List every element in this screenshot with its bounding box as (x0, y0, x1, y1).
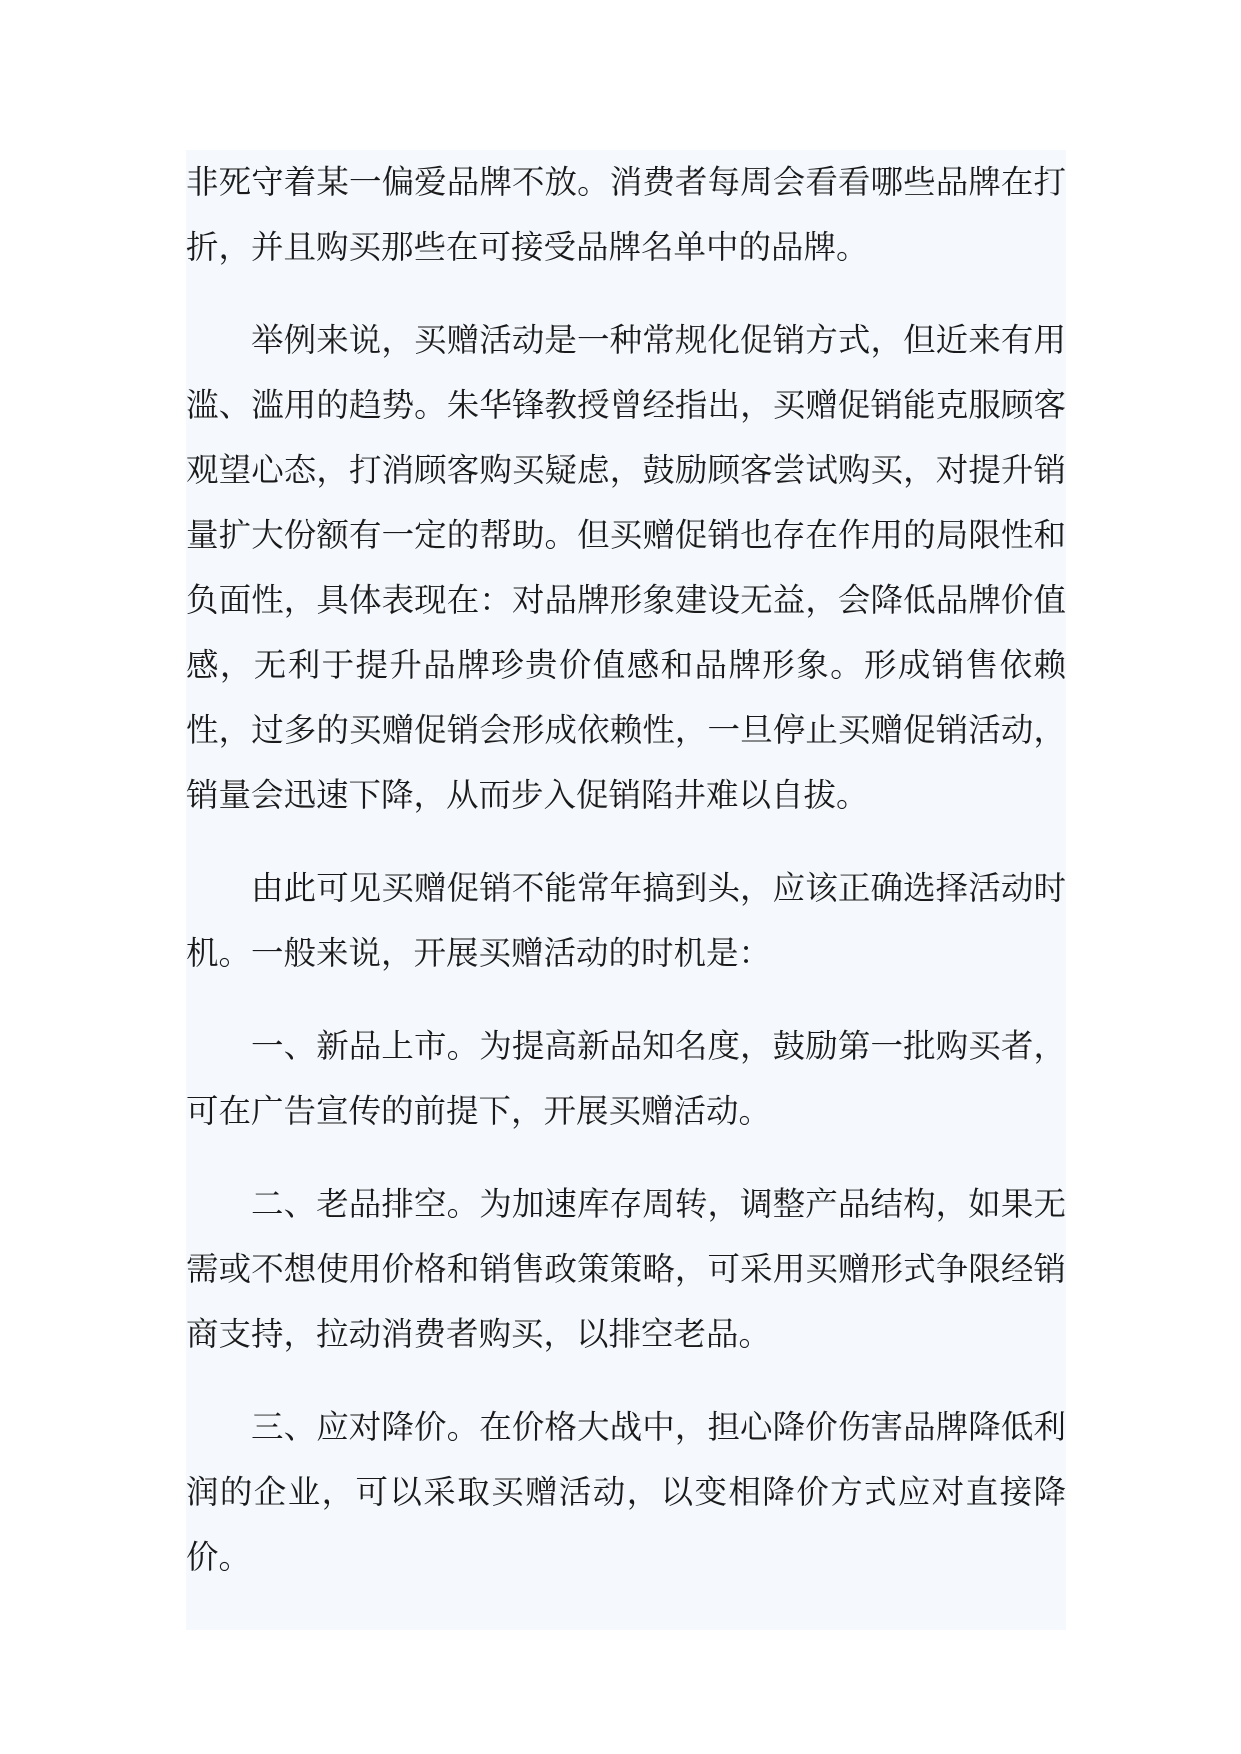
paragraph-6: 三、应对降价。在价格大战中，担心降价伤害品牌降低利润的企业，可以采取买赠活动，以变相降价方式应对直接降价。 (186, 1408, 1066, 1576)
paragraph-5: 二、老品排空。为加速库存周转，调整产品结构，如果无需或不想使用价格和销售政策策略，可采用买赠形式争限经销商支持，拉动消费者购买，以排空老品。 (186, 1185, 1066, 1353)
text-block (186, 150, 1066, 1630)
paragraph-2: 举例来说，买赠活动是一种常规化促销方式，但近来有用滥、滥用的趋势。朱华锋教授曾经指出，买赠促销能克服顾客观望心态，打消顾客购买疑虑，鼓励顾客尝试购买，对提升销量扩大份额有一定的帮助。但买赠促销也存在作用的局限性和负面性，具体表现在：对品牌形象建设无益，会降低品牌价值感，无利于提升品牌珍贵价值感和品牌形象。形成销售依赖性，过多的买赠促销会形成依赖性，一旦停止买赠促销活动，销量会迅速下降，从而步入促销陷井难以自拔。 (186, 321, 1066, 814)
paragraph-4: 一、新品上市。为提高新品知名度，鼓励第一批购买者，可在广告宣传的前提下，开展买赠活动。 (186, 1027, 1066, 1130)
paragraph-3: 由此可见买赠促销不能常年搞到头，应该正确选择活动时机。一般来说，开展买赠活动的时机是： (186, 869, 1066, 972)
paragraph-1: 非死守着某一偏爱品牌不放。消费者每周会看看哪些品牌在打折，并且购买那些在可接受品牌名单中的品牌。 (186, 163, 1066, 266)
